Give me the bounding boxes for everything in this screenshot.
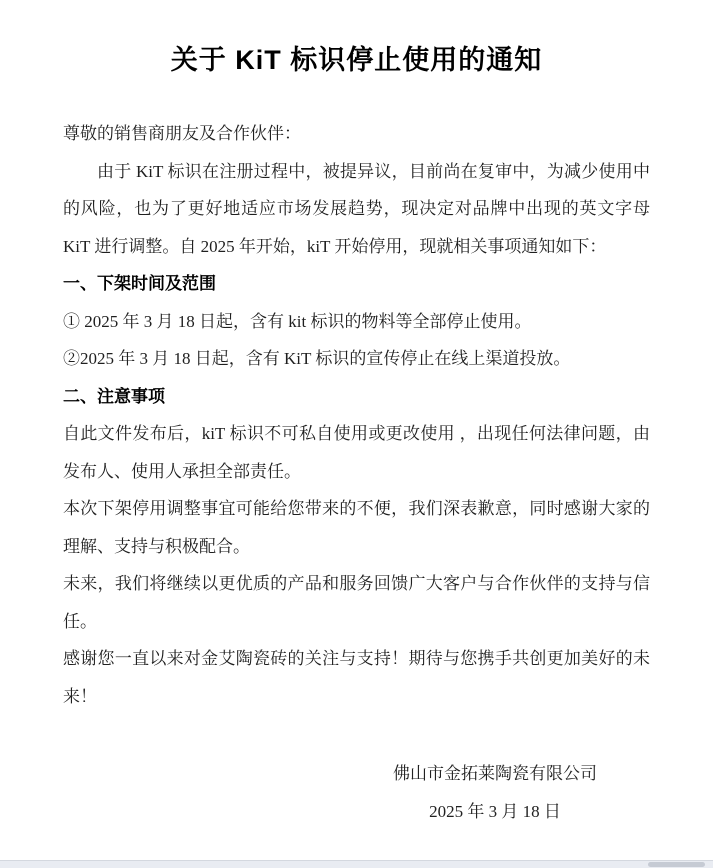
signature-date: 2025 年 3 月 18 日 — [429, 801, 561, 821]
horizontal-scrollbar[interactable] — [0, 860, 713, 868]
section-2-paragraph-3: 未来，我们将继续以更优质的产品和服务回馈广大客户与合作伙伴的支持与信任。 — [63, 574, 650, 631]
salutation: 尊敬的销售商朋友及合作伙伴： — [63, 124, 301, 143]
intro-paragraph: 由于 KiT 标识在注册过程中，被提异议，目前尚在复审中，为减少使用中的风险，也为了更好地适应市场发展趋势，现决定对品牌中出现的英文字母 KiT 进行调整。自 2025 年开始，kiT 开始停用，现就相关事项通知如下： — [63, 161, 650, 256]
section-1-item-1: ① 2025 年 3 月 18 日起，含有 kit 标识的物料等全部停止使用。 — [63, 311, 532, 331]
document-body — [63, 115, 650, 715]
section-1-item-2: ②2025 年 3 月 18 日起，含有 KiT 标识的宣传停止在线上渠道投放。 — [63, 349, 571, 368]
section-2-heading: 二、注意事项 — [63, 386, 165, 406]
signature-block — [365, 755, 625, 830]
section-2-paragraph-2: 本次下架停用调整事宜可能给您带来的不便，我们深表歉意，同时感谢大家的理解、支持与积极配合。 — [63, 499, 650, 556]
document-title: 关于 KiT 标识停止使用的通知 — [170, 45, 543, 75]
section-2-paragraph-4: 感谢您一直以来对金艾陶瓷砖的关注与支持！期待与您携手共创更加美好的未来！ — [63, 649, 650, 706]
section-2-paragraph-1: 自此文件发布后，kiT 标识不可私自使用或更改使用 ，出现任何法律问题，由发布人、使用人承担全部责任。 — [63, 424, 650, 481]
horizontal-scrollbar-thumb[interactable] — [648, 862, 705, 867]
section-1-heading: 一、下架时间及范围 — [63, 274, 216, 293]
signature-company: 佛山市金拓莱陶瓷有限公司 — [393, 764, 597, 783]
